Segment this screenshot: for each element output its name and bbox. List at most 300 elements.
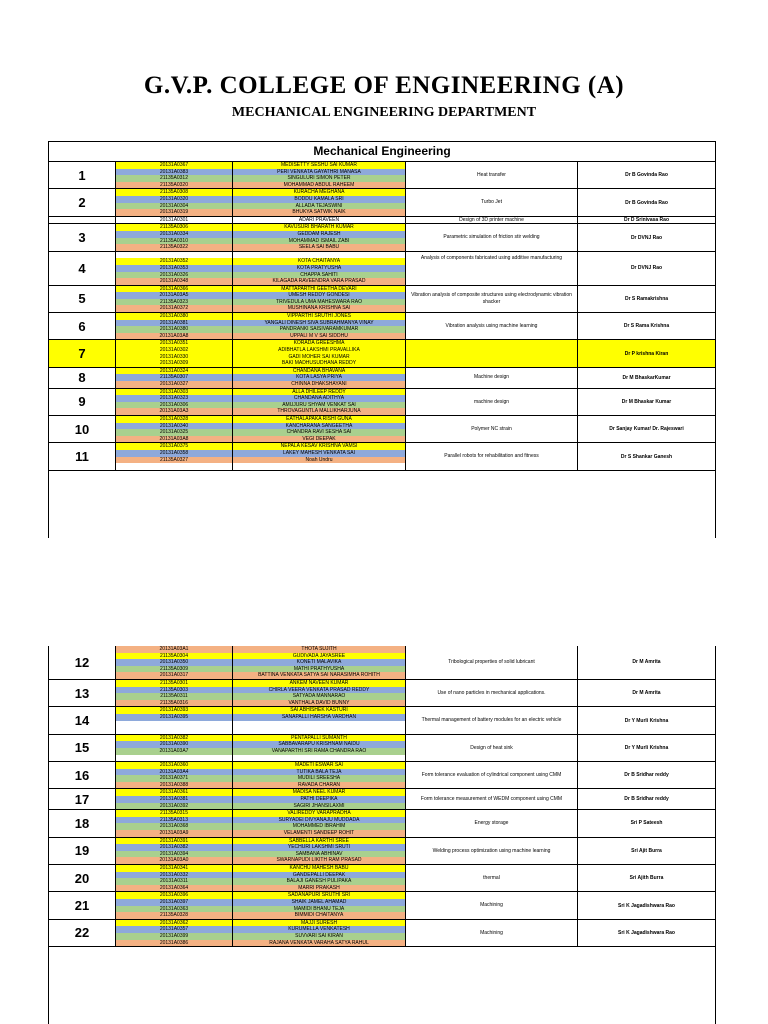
student-name: SWARNAPUDI LIKITH RAM PRASAD [276,857,362,864]
roll-number: 20131A03A8 [116,436,233,443]
student-row [116,707,405,714]
student-list [116,189,406,215]
group-row [49,162,715,189]
student-name: YECHURI LAKSHMI SRUTI [287,844,351,851]
student-name: CHANDRA RAVI SESHA SAI [286,429,352,436]
student-row [116,450,405,457]
student-name: MATTAPARTHI GEETHA DEVARI [281,285,357,292]
student-name: UMESH REDDY GONDESI [288,292,350,299]
student-row [116,209,405,216]
group-number: 4 [49,252,116,285]
group-row [49,286,715,313]
student-row [116,693,405,700]
roll-number: 21135A0316 [116,700,233,707]
student-row [116,748,405,755]
student-name: SURYADEI DIVYANAJU MUDDADA [278,816,360,823]
student-list [116,838,406,864]
student-row [116,653,405,660]
student-row [116,368,405,375]
student-name: KOTA CHAITANYA [297,258,341,265]
student-row [116,878,405,885]
student-row [116,687,405,694]
roll-number: 21135A0313 [116,817,233,824]
roll-number: 20131A0328 [116,416,233,423]
student-row [116,402,405,409]
roll-number: 20131A0388 [116,782,233,789]
roll-number: 21135A0309 [116,666,233,673]
group-row [49,646,715,680]
group-row [49,252,715,286]
student-row [116,851,405,858]
student-list [116,217,406,224]
project-topic: Parallel robots for rehabilitation and fitness [406,443,578,469]
project-topic: Energy storage [406,810,578,836]
student-name: CHINNA DHAKSHAYANI [291,381,347,387]
student-name: MAJJI SURESH [300,919,338,926]
roll-number: 20131A0360 [116,762,233,769]
roll-number: 20131A0301 [116,217,233,224]
group-number: 2 [49,189,116,215]
student-row [116,830,405,837]
roll-number: 20131A0361 [116,789,233,796]
student-list [116,340,406,366]
roll-number: 20131A0323 [116,395,233,402]
student-name: SABBELLA KARTHI SREE [289,837,349,844]
roll-number: 20131A0368 [116,823,233,830]
student-list [116,286,406,312]
group-number: 16 [49,762,116,788]
student-row [116,857,405,864]
student-row [116,782,405,789]
roll-number: 20131A0334 [116,231,233,238]
roll-number [116,721,233,728]
roll-number: 20131A0399 [116,933,233,940]
group-row [49,762,715,789]
student-row [116,389,405,396]
roll-number: 21135A0323 [116,299,233,306]
student-row [116,224,405,231]
student-row [116,721,405,728]
group-number: 15 [49,735,116,761]
roll-number: 20131A0340 [116,423,233,430]
student-row [116,735,405,742]
student-row [116,926,405,933]
group-number: 21 [49,892,116,918]
group-list [49,646,715,947]
student-name: BHUKYA SATWIK NAIK [292,209,346,216]
roll-number: 20131A0325 [116,429,233,436]
group-number: 14 [49,707,116,733]
group-number: 19 [49,838,116,864]
student-name: LAKEY MAHESH VENKATA SAI [283,449,355,456]
project-topic: Form tolerance evaluation of cylindrical component using CMM [406,762,578,788]
student-name: MAMIDI BHANU TEJA [293,905,345,912]
group-number: 8 [49,368,116,388]
roll-number: 20131A0381 [116,796,233,803]
student-name: KOTA LASYA PRIYA [296,374,342,381]
student-name: MARRI PRAKASH [298,884,340,891]
student-name: EATHALAPAKA RISHI GUNA [286,415,352,422]
student-row [116,305,405,312]
group-number: 11 [49,443,116,469]
student-row [116,238,405,245]
student-name: PANDRANKI SAISIVARAMKUMAR [279,326,359,333]
group-row [49,340,715,367]
student-row [116,265,405,272]
student-row [116,796,405,803]
student-name [233,755,405,762]
student-name: BODDU KAMALA SRI [294,195,344,202]
group-number: 7 [49,340,116,366]
student-name: PENTAPALLI SUMANTH [291,734,347,741]
student-row [116,416,405,423]
student-row [116,182,405,189]
project-topic: Machining [406,892,578,918]
project-topic: machine design [406,389,578,415]
project-guide: Dr Y Murli Krishna [624,744,669,751]
project-guide: Dr B Govinda Rao [625,172,668,179]
group-row [49,789,715,810]
roll-number: 20131A03A7 [116,748,233,755]
student-row [116,872,405,879]
student-name: SAI ABHISHEK KASTURI [290,707,348,714]
student-name [233,463,405,470]
project-table-page-2 [48,646,716,1024]
project-guide: Dr D Srinivasa Rao [623,217,670,224]
student-row [116,714,405,721]
roll-number: 21135A0301 [116,680,233,687]
student-row [116,175,405,182]
student-row [116,885,405,892]
group-row [49,865,715,892]
roll-number: 20131A0393 [116,707,233,714]
group-number: 10 [49,416,116,442]
student-row [116,162,405,169]
student-name: MOHAMMED IBRAHIM [292,823,346,830]
roll-number: 20131A0381 [116,320,233,327]
student-row [116,258,405,265]
student-name [233,721,405,728]
roll-number: 20131A0317 [116,672,233,679]
roll-number: 20131A0350 [116,659,233,666]
student-row [116,457,405,464]
student-list [116,416,406,442]
project-topic: Analysis of components fabricated using additive manufacturing [406,252,578,285]
student-row [116,272,405,279]
student-row [116,203,405,210]
student-name: CHANDANA BHAVANA [292,367,346,374]
student-row [116,278,405,285]
project-guide: Sri Ajith Burra [629,875,664,882]
group-row [49,368,715,389]
roll-number: 20131A0364 [116,885,233,892]
student-list [116,313,406,339]
roll-number: 20131A0380 [116,326,233,333]
student-name: THOTA SUJITH [301,646,337,652]
group-number: 17 [49,789,116,809]
roll-number: 20131A0303 [116,389,233,396]
roll-number: 20131A0306 [116,402,233,409]
student-list [116,789,406,809]
student-row [116,844,405,851]
student-row [116,680,405,687]
student-name: MEDISETTY SESHU SAI KUMAR [280,162,358,168]
project-guide: Sri Ajit Burra [631,847,662,854]
student-row [116,755,405,762]
student-name: GANDEPALLI DEEPAK [292,871,346,878]
student-name: KAVUSURI BHARATH KUMAR [284,224,354,231]
student-list [116,252,406,285]
student-row [116,817,405,824]
student-row [116,666,405,673]
student-row [116,381,405,388]
student-name [233,252,405,259]
roll-number: 20131A03A9 [116,830,233,837]
roll-number: 20131A03A3 [116,408,233,415]
student-row [116,672,405,679]
student-name: KANCHU MAHESH BABU [289,865,349,871]
group-number: 22 [49,920,116,946]
group-row [49,313,715,340]
group-number: 20 [49,865,116,891]
group-list [49,162,715,471]
student-name: UPPALI M V SAI SIDDHU [290,332,348,339]
project-topic: Machining [406,920,578,946]
roll-number: 20131A0380 [116,313,233,320]
group-row [49,810,715,837]
student-row [116,408,405,415]
group-number: 5 [49,286,116,312]
student-name: MATHI PRATHYUSHA [293,665,345,672]
project-guide: Dr DVNJ Rao [630,234,663,241]
student-list [116,646,406,679]
student-name: BATTINA VENKATA SATYA SAI NARASIMHA ROHITH [258,672,380,679]
roll-number: 20131A0395 [116,714,233,721]
student-row [116,333,405,340]
student-name: KURUMELLA VENKATESH [288,926,350,933]
roll-number: 20131A0341 [116,865,233,872]
roll-number: 21135A0308 [116,189,233,196]
roll-number: 20131A0390 [116,741,233,748]
student-row [116,762,405,769]
student-row [116,244,405,251]
roll-number: 21135A0320 [116,182,233,189]
student-row [116,838,405,845]
student-name: SEELA SAI BABU [298,244,340,251]
student-row [116,347,405,354]
student-name: ADARI PRAVEEN [298,216,340,223]
student-list [116,865,406,891]
student-name: PATHI DEEPIKA [300,796,338,803]
project-guide: Dr B Govinda Rao [625,199,668,206]
group-number: 12 [49,646,116,679]
student-row [116,374,405,381]
student-name: SAMBANA ABHINAV [295,850,343,857]
student-name: ADIBHATLA LAKSHMI PRAVALLIKA [278,347,360,354]
roll-number: 21135A0322 [116,244,233,251]
student-list [116,680,406,706]
project-guide: Dr S Ramakrishna [624,295,669,302]
student-row [116,892,405,899]
student-list [116,920,406,946]
roll-number [116,252,233,259]
student-row [116,252,405,259]
student-list [116,810,406,836]
group-row [49,416,715,443]
student-row [116,169,405,176]
student-name: SINGULURI SIMON PETER [287,175,351,182]
group-number: 6 [49,313,116,339]
student-name: SUVVARI SAI KIRAN [295,932,343,939]
roll-number: 20131A0332 [116,872,233,879]
student-name: ALLADA TEJASWINI [295,202,343,209]
student-list [116,707,406,733]
student-name: SHAIK JAMEL AHAMAD [291,898,347,905]
project-guide: Dr S Shankar Ganesh [620,453,673,460]
group-row [49,217,715,225]
student-list [116,735,406,761]
project-guide: Dr M Amrita [632,690,661,697]
roll-number: 20131A0383 [116,169,233,176]
roll-number: 20131A0309 [116,360,233,367]
student-name: GEDDAM RAJESH [297,230,341,237]
student-name: KOTA PRATYUSHA [296,264,342,271]
project-guide: Dr S Rama Krishna [623,323,670,330]
project-guide: Dr Sanjay Kumar/ Dr. Rajeswari [609,426,684,433]
student-list [116,224,406,250]
group-number: 13 [49,680,116,706]
project-topic: Parametric simulation of friction stir welding [406,224,578,250]
group-row [49,735,715,762]
roll-number: 20131A03A1 [116,646,233,653]
roll-number: 20131A0382 [116,844,233,851]
group-number [49,217,116,224]
project-topic: Tribological properties of solid lubricant [406,646,578,679]
roll-number: 21135A0307 [116,374,233,381]
student-name: AMUJURU SHYAM VENKAT SAI [282,401,356,408]
student-name: VELAMENTI SANDEEP ROHIT [283,830,355,837]
student-name: VIPPARTHI SRUTHI JONES [287,313,351,320]
roll-number [116,463,233,470]
student-name: MOHAMMAD ISMAIL ZABI [288,237,350,244]
roll-number: 20131A0372 [116,305,233,312]
student-row [116,912,405,919]
student-row [116,700,405,707]
student-name: BAKI MADHUSUDHANA REDDY [281,360,357,367]
student-row [116,354,405,361]
student-row [116,429,405,436]
roll-number: 21135A0304 [116,653,233,660]
table-title: Mechanical Engineering [49,142,715,162]
roll-number: 20131A0326 [116,272,233,279]
student-list [116,443,406,469]
student-name [233,727,405,734]
college-title: G.V.P. COLLEGE OF ENGINEERING (A) [143,72,625,99]
project-guide: Dr M Bhaskar Kumar [621,398,672,405]
student-name: RAVADA CHARAN [297,781,341,788]
roll-number: 20131A0351 [116,340,233,347]
student-row [116,646,405,653]
student-row [116,933,405,940]
roll-number: 21135A0303 [116,687,233,694]
project-topic: Welding process optimization using machine learning [406,838,578,864]
roll-number: 20131A0352 [116,258,233,265]
student-name: ANKEM NAVEEN KUMAR [289,679,349,686]
student-row [116,906,405,913]
student-row [116,231,405,238]
roll-number: 20131A0367 [116,162,233,169]
student-list [116,368,406,388]
student-name: KANCHARANA SANGEETHA [285,422,353,429]
student-name: SADANAPURI SRUTHI SRI [287,892,351,899]
student-name: TRIVEDULA UMA MAHESWARA RAO [276,298,362,305]
roll-number: 20131A0391 [116,838,233,845]
roll-number: 20131A0397 [116,899,233,906]
student-row [116,196,405,203]
roll-number: 20131A0392 [116,803,233,810]
roll-number: 20131A0362 [116,920,233,927]
student-row [116,299,405,306]
project-topic: Vibration analysis of composite structures using electrodynamic vibration shacker [406,286,578,312]
student-name: GUDIVADA JAYASREE [292,652,346,659]
project-topic: Thermal management of battery modules for an electric vehicle [406,707,578,733]
roll-number: 20131A03A5 [116,292,233,299]
project-topic: Vibration analysis using machine learning [406,313,578,339]
group-row [49,892,715,919]
student-row [116,769,405,776]
project-topic: Turbo Jet [406,189,578,215]
student-name: VEGI DEEPAK [302,435,336,442]
student-row [116,899,405,906]
roll-number: 21135A0327 [116,457,233,464]
student-row [116,810,405,817]
student-row [116,463,405,470]
roll-number [116,755,233,762]
student-row [116,823,405,830]
student-name: KORADA GREESHMA [293,340,345,347]
roll-number: 21135A0311 [116,693,233,700]
project-guide: Sri K Jagadishwara Rao [618,902,675,909]
roll-number: 20131A0330 [116,354,233,361]
student-name: BIMMIDI CHAITANYA [294,912,344,919]
roll-number: 20131A0366 [116,286,233,293]
group-number: 18 [49,810,116,836]
student-name: SAGIRI JHANSILAXMI [293,802,345,809]
student-name: MUDILI SREESHA [297,775,341,782]
project-topic: Use of nano particles in mechanical applications. [406,680,578,706]
student-row [116,741,405,748]
student-name: KONETI MALAVIKA [296,659,342,666]
student-row [116,423,405,430]
project-guide: Sri K Jagadishwara Rao [618,929,675,936]
roll-number: 21135A0312 [116,175,233,182]
student-name: SATYADA MANNARAO [292,693,346,700]
project-guide: Dr P krishna Kiran [624,350,669,357]
student-list [116,892,406,918]
student-name: KILAGADA RAVEENDRA VARA PRASAD [272,278,366,285]
group-row [49,389,715,416]
project-table-page-1 [48,141,716,538]
project-topic: thermal [406,865,578,891]
student-name: PERI VENKATA GAYATHRI MANASA [277,168,361,175]
group-row [49,920,715,947]
roll-number: 20131A03A8 [116,333,233,340]
group-number: 3 [49,224,116,250]
student-row [116,189,405,196]
roll-number: 20131A0320 [116,196,233,203]
roll-number: 20131A0311 [116,878,233,885]
student-name: THROVAGUNTLA MALLIKHARJUNA [277,408,361,415]
